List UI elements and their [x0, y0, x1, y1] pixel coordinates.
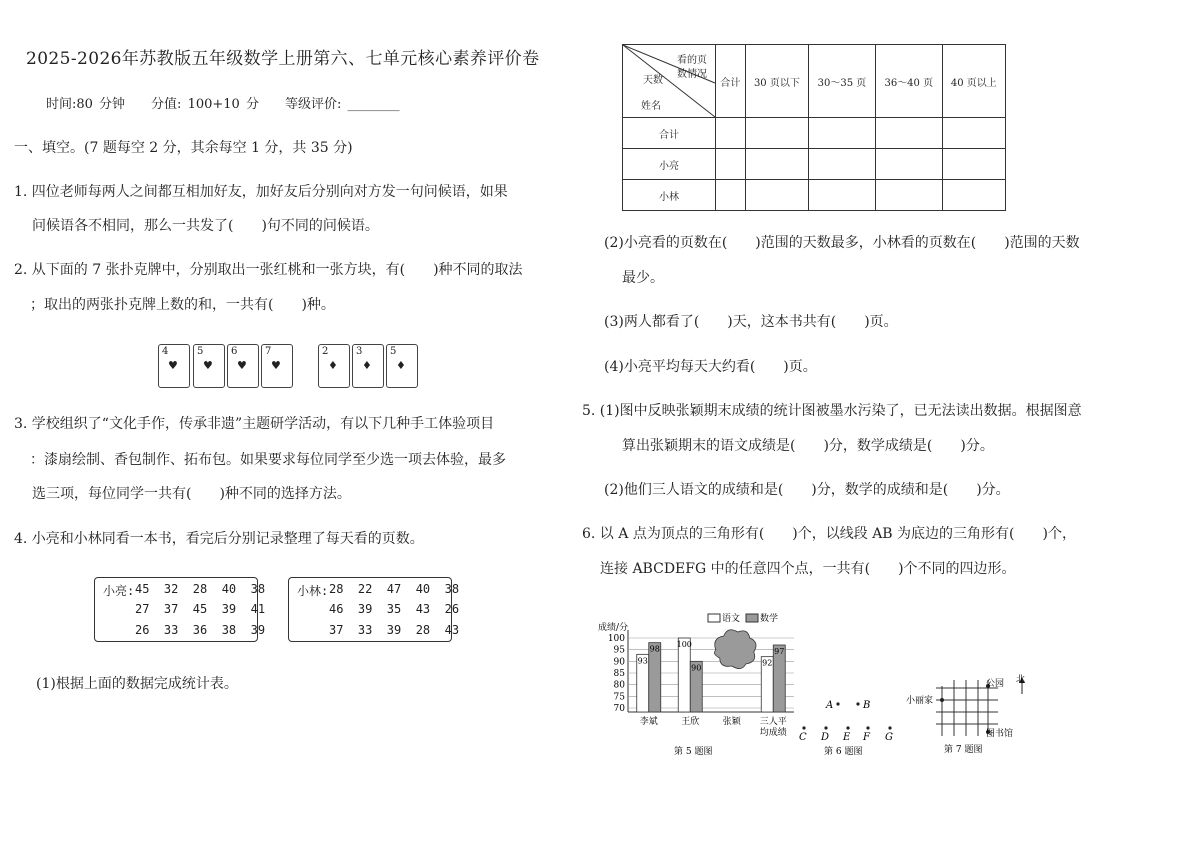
card-rank: 6 [231, 346, 238, 357]
answer-cell[interactable] [745, 180, 808, 211]
category-label: 张颖 [722, 717, 741, 727]
poker-card [386, 344, 418, 388]
header-over40: 40 页以上 [942, 45, 1005, 118]
q4-sub2-line2: 最少。 [622, 270, 664, 286]
label-a: A [826, 700, 834, 711]
label-e: E [843, 732, 851, 743]
card-rank: 7 [265, 346, 272, 357]
q4-sub4: (4)小亮平均每天大约看( )页。 [604, 359, 817, 375]
figure7-caption: 第 7 题图 [944, 745, 983, 755]
answer-cell[interactable] [809, 149, 876, 180]
label-b: B [863, 700, 871, 711]
xiaoliang-row3: 26 33 36 38 39 [135, 623, 266, 637]
home-label: 小丽家 [906, 696, 934, 706]
home-point [940, 698, 944, 702]
score-bar-chart [598, 608, 798, 758]
poker-card [158, 344, 190, 388]
table-row [623, 118, 1006, 149]
page-title: 2025-2026年苏教版五年级数学上册第六、七单元核心素养评价卷 [26, 49, 540, 69]
q6-line2: 连接 ABCDEFG 中的任意四个点，一共有( )个不同的四边形。 [600, 561, 1016, 577]
legend-swatch-math [746, 614, 758, 622]
chart-caption: 第 5 题图 [674, 747, 713, 757]
xiaoliang-row2: 27 37 45 39 41 [135, 602, 266, 616]
tick-label: 90 [613, 657, 625, 668]
label-c: C [799, 732, 807, 743]
card-rank: 2 [322, 346, 329, 357]
tick-label: 80 [613, 680, 625, 691]
card-rank: 3 [356, 346, 363, 357]
bar-data-label: 97 [774, 647, 785, 656]
card-suit: ♥ [237, 359, 247, 372]
bar-data-label: 90 [691, 663, 702, 673]
point-c [802, 726, 805, 729]
poker-card [193, 344, 225, 388]
answer-cell[interactable] [875, 180, 942, 211]
ink-blot [714, 630, 756, 669]
card-rank: 5 [390, 346, 397, 357]
q3-line2: ：漆扇绘制、香包制作、拓布包。如果要求每位同学至少选一项去体验，最多 [30, 452, 506, 468]
header-under30: 30 页以下 [745, 45, 808, 118]
row-label: 小林 [623, 180, 716, 211]
park-label: 公园 [986, 679, 1005, 689]
card-suit: ♥ [168, 359, 178, 372]
table-corner-cell [623, 45, 716, 118]
header-30-35: 30～35 页 [809, 45, 876, 118]
answer-cell[interactable] [875, 149, 942, 180]
header-total: 合计 [716, 45, 746, 118]
label-g: G [885, 732, 893, 743]
bar-data-label: 98 [649, 644, 660, 654]
row-label: 合计 [623, 118, 716, 149]
answer-cell[interactable] [809, 118, 876, 149]
q5-line2: 算出张颖期末的语文成绩是( )分，数学成绩是( )分。 [622, 438, 994, 454]
row-label: 小亮 [623, 149, 716, 180]
tick-label: 70 [613, 704, 625, 714]
label-f: F [863, 732, 870, 743]
category-label: 李斌 [639, 717, 658, 727]
answer-cell[interactable] [942, 180, 1005, 211]
q4-sub2-line1: (2)小亮看的页数在( )范围的天数最多，小林看的页数在( )范围的天数 [604, 235, 1080, 251]
figure6-points [792, 690, 892, 758]
answer-cell[interactable] [716, 180, 746, 211]
bar-data-label: 93 [637, 656, 648, 666]
corner-top2: 数情况 [677, 69, 707, 80]
q6-line1: 6. 以 A 点为顶点的三角形有( )个，以线段 AB 为底边的三角形有( )个， [582, 526, 1076, 542]
xiaolin-row2: 46 39 35 43 26 [329, 602, 460, 616]
tick-label: 85 [613, 669, 625, 679]
card-suit: ♦ [362, 359, 372, 372]
answer-cell[interactable] [716, 149, 746, 180]
tick-label: 95 [613, 645, 625, 656]
answer-cell[interactable] [745, 118, 808, 149]
y-axis-label: 成绩/分 [598, 623, 629, 633]
point-d [824, 726, 827, 729]
table-row [623, 180, 1006, 211]
answer-cell[interactable] [875, 118, 942, 149]
point-e [846, 726, 849, 729]
q3-line3: 选三项，每位同学一共有( )种不同的选择方法。 [32, 486, 351, 502]
header-36-40: 36～40 页 [875, 45, 942, 118]
point-f [866, 726, 869, 729]
category-label: 均成绩 [759, 728, 787, 738]
xiaoliang-label: 小亮: [103, 584, 135, 598]
corner-mid: 天数 [643, 75, 663, 86]
label-d: D [821, 732, 830, 743]
card-suit: ♥ [203, 359, 213, 372]
card-suit: ♥ [271, 359, 281, 372]
xiaoliang-record-box [94, 577, 266, 642]
legend-swatch-chinese [708, 614, 720, 622]
corner-bottom: 姓名 [641, 101, 661, 112]
poker-card [318, 344, 350, 388]
poker-card [227, 344, 259, 388]
card-suit: ♦ [396, 359, 406, 372]
xiaolin-record-box [288, 577, 460, 642]
answer-cell[interactable] [942, 118, 1005, 149]
q3-line1: 3. 学校组织了“文化手作，传承非遗”主题研学活动，有以下几种手工体验项目 [14, 416, 495, 432]
answer-cell[interactable] [809, 180, 876, 211]
figure6-caption: 第 6 题图 [824, 747, 863, 757]
point-g [888, 726, 891, 729]
category-label: 三人平 [759, 717, 787, 727]
q5-line3: (2)他们三人语文的成绩和是( )分，数学的成绩和是( )分。 [604, 482, 1010, 498]
library-label: 图书馆 [986, 729, 1014, 739]
q2-line1: 2. 从下面的 7 张扑克牌中，分别取出一张红桃和一张方块，有( )种不同的取法 [14, 262, 523, 278]
card-suit: ♦ [328, 359, 338, 372]
bar-data-label: 100 [676, 640, 692, 649]
table-row [623, 149, 1006, 180]
q4-sub3: (3)两人都看了( )天，这本书共有( )页。 [604, 314, 898, 330]
poker-card [352, 344, 384, 388]
q1-line1: 1. 四位老师每两人之间都互相加好友，加好友后分别向对方发一句问候语，如果 [14, 184, 508, 200]
point-b [856, 702, 859, 705]
category-label: 王欣 [681, 717, 700, 727]
figure7-map [900, 672, 1040, 758]
corner-top: 看的页 [677, 55, 707, 66]
answer-cell[interactable] [942, 149, 1005, 180]
xiaoliang-row1: 45 32 28 40 38 [135, 582, 266, 596]
legend-label-chinese: 语文 [722, 614, 741, 624]
north-label: 北 [1016, 675, 1026, 685]
answer-cell[interactable] [745, 149, 808, 180]
xiaolin-label: 小林: [297, 584, 329, 598]
bar-chinese [678, 638, 690, 712]
answer-cell[interactable] [716, 118, 746, 149]
point-a [836, 702, 839, 705]
xiaolin-row1: 28 22 47 40 38 [329, 582, 460, 596]
statistics-table [622, 44, 1006, 211]
q5-line1: 5. (1)图中反映张颖期末成绩的统计图被墨水污染了，已无法读出数据。根据图意 [582, 403, 1082, 419]
xiaolin-row3: 37 33 39 28 43 [329, 623, 460, 637]
bar-data-label: 92 [762, 658, 773, 668]
card-rank: 5 [197, 346, 204, 357]
q1-line2: 问候语各不相同，那么一共发了( )句不同的问候语。 [32, 218, 379, 234]
card-rank: 4 [162, 346, 169, 357]
q2-line2: ；取出的两张扑克牌上数的和，一共有( )种。 [30, 297, 335, 313]
poker-card [261, 344, 293, 388]
tick-label: 75 [613, 692, 625, 703]
section-heading: 一、填空。(7 题每空 2 分，其余每空 1 分，共 35 分) [14, 140, 353, 156]
exam-meta: 时间:80 分钟 分值: 100+10 分 等级评价: ________ [46, 97, 400, 112]
legend-label-math: 数学 [760, 614, 779, 624]
q4-line1: 4. 小亮和小林同看一本书，看完后分别记录整理了每天看的页数。 [14, 531, 424, 547]
tick-label: 100 [607, 634, 625, 644]
q4-sub1: (1)根据上面的数据完成统计表。 [36, 676, 238, 692]
